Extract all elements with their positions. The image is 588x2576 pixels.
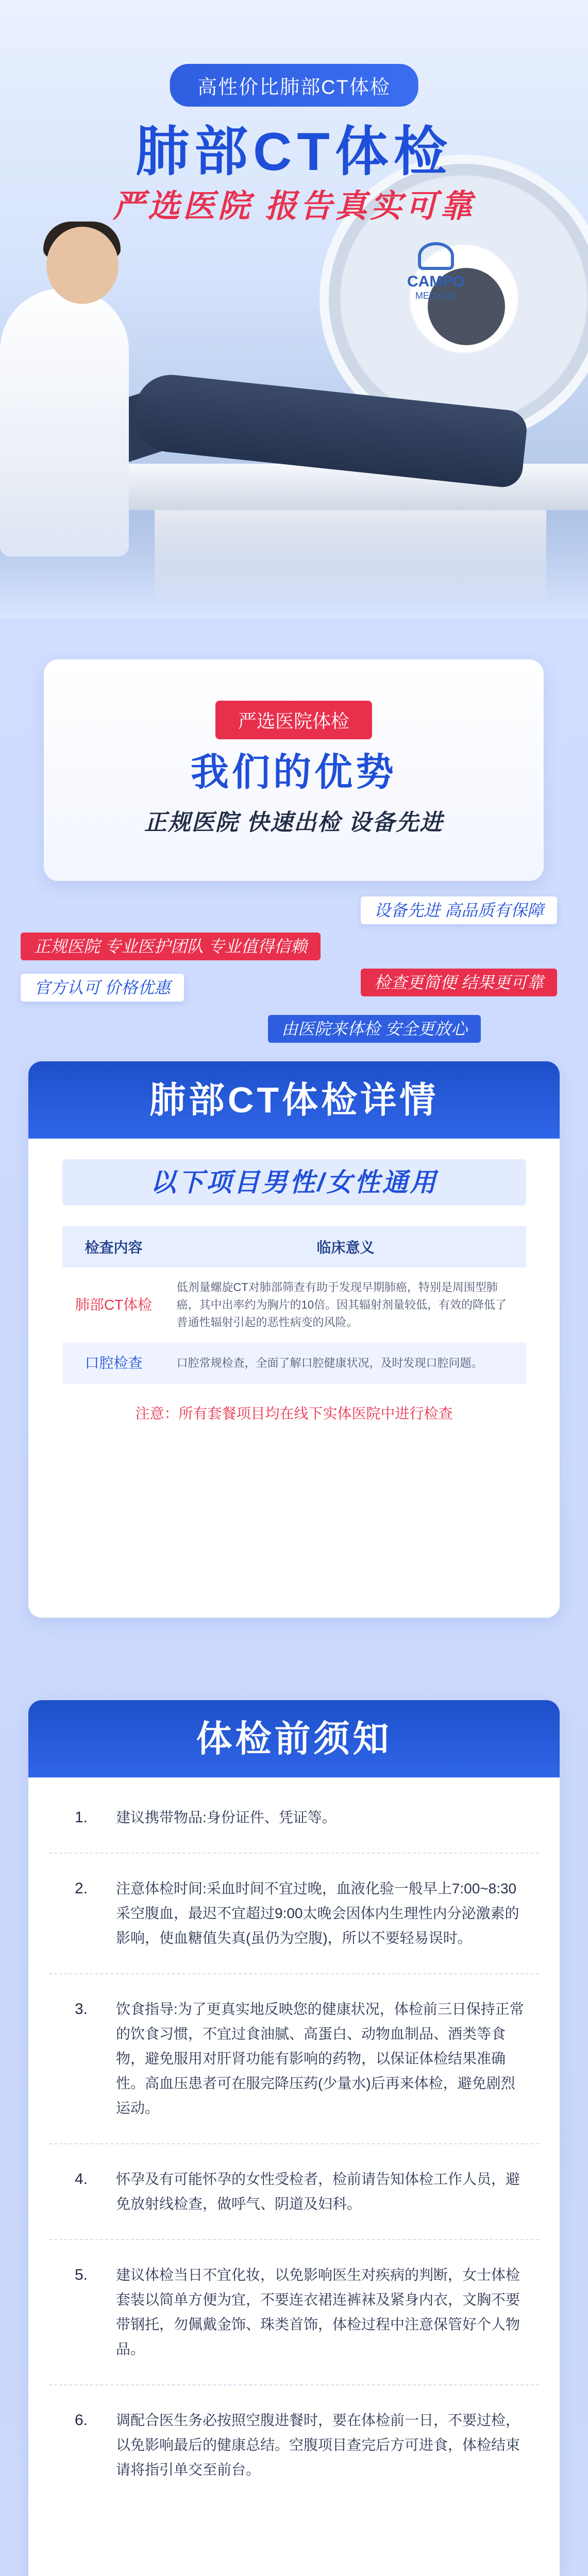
- advantage-title: 我们的优势: [191, 751, 397, 793]
- doctor-head: [46, 227, 119, 304]
- advantage-tag: 官方认可 价格优惠: [21, 974, 184, 1002]
- advantage-subtitle: 正规医院 快速出检 设备先进: [144, 810, 444, 835]
- list-item-number: 5.: [75, 2266, 88, 2283]
- before-exam-card: [28, 1700, 560, 2576]
- column-header: 临床意义: [165, 1226, 526, 1267]
- list-item: [49, 1854, 539, 1974]
- hero-banner: [0, 0, 588, 618]
- advantage-tag: 正规医院 专业医护团队 专业值得信赖: [21, 933, 321, 960]
- hero-subtitle: 严选医院 报告真实可靠: [112, 189, 476, 224]
- advantage-tag: 设备先进 高品质有保障: [361, 896, 557, 924]
- page-title: 肺部CT体检: [136, 122, 452, 182]
- list-item: [49, 2144, 539, 2240]
- item-name: 口腔检查: [62, 1343, 165, 1384]
- item-name: 肺部CT体检: [62, 1267, 165, 1343]
- advantage-pill: 严选医院体检: [215, 701, 372, 739]
- list-item-text: 调配合医生务必按照空腹进餐时，要在体检前一日，不要过检，以免影响最后的健康总结。空腹项目查完后方可进食，体检结束请将指引单交至前台。: [116, 2412, 520, 2478]
- list-item: [49, 2240, 539, 2385]
- advantage-section: [0, 659, 588, 1038]
- advantage-tag: 由医院来体检 安全更放心: [268, 1015, 481, 1043]
- logo-name: CAMPO: [407, 273, 465, 290]
- hero-pill: 高性价比肺部CT体检: [170, 64, 418, 107]
- table-row: [62, 1267, 526, 1343]
- list-item-text: 怀孕及有可能怀孕的女性受检者，检前请告知体检工作人员，避免放射线检查，做呼气、阴道及妇科。: [116, 2171, 520, 2212]
- detail-table: [62, 1226, 526, 1384]
- list-item-number: 6.: [75, 2412, 88, 2429]
- list-item: [49, 2385, 539, 2505]
- logo-icon: [418, 242, 454, 270]
- hero-fade: [0, 515, 588, 618]
- list-item-text: 注意体检时间:采血时间不宜过晚，血液化验一般早上7:00~8:30采空腹血，最迟不宜超过9:00太晚会因体内生理性内分泌激素的影响，使血糖值失真(虽仍为空腹)，所以不要轻易误时。: [116, 1880, 519, 1946]
- hospital-logo: [407, 242, 465, 301]
- list-item: [49, 1783, 539, 1854]
- before-exam-list: [28, 1777, 560, 2520]
- logo-sub: MEDICAL: [415, 291, 457, 301]
- table-row: [62, 1343, 526, 1384]
- list-item-text: 建议体检当日不宜化妆，以免影响医生对疾病的判断，女士体检套装以简单方便为宜，不要连衣裙连裤袜及紧身内衣，文胸不要带钢托，勿佩戴金饰、珠类首饰，体检过程中注意保管好个人物品。: [116, 2267, 520, 2357]
- list-item: [49, 1974, 539, 2144]
- list-item-text: 建议携带物品:身份证件、凭证等。: [116, 1809, 337, 1825]
- advantage-tag: 检查更简便 结果更可靠: [361, 969, 557, 996]
- item-description: 口腔常规检查，全面了解口腔健康状况，及时发现口腔问题。: [165, 1343, 526, 1384]
- list-item-text: 饮食指导:为了更真实地反映您的健康状况，体检前三日保持正常的饮食习惯，不宜过食油腻、高蛋白、动物血制品、酒类等食物，避免服用对肝肾功能有影响的药物，以保证体检结果准确性。高血压患者可在服完降压药(少量水)后再来体检，避免剧烈运动。: [116, 2001, 524, 2116]
- item-description: 低剂量螺旋CT对肺部筛查有助于发现早期肺癌，特别是周围型肺癌，其中出率约为胸片的10倍。因其辐射剂量较低，有效的降低了普通性辐射引起的恶性病变的风险。: [165, 1267, 526, 1343]
- detail-card: [28, 1061, 560, 1618]
- list-item-number: 3.: [75, 2001, 88, 2018]
- detail-note: 注意：所有套餐项目均在线下实体医院中进行检查: [135, 1405, 453, 1421]
- detail-subheading: 以下项目男性/女性通用: [62, 1159, 526, 1206]
- detail-header: 肺部CT体检详情: [28, 1061, 560, 1139]
- list-item-number: 1.: [75, 1809, 88, 1826]
- advantage-card: [44, 659, 544, 881]
- column-header: 检查内容: [62, 1226, 165, 1267]
- list-item-number: 4.: [75, 2171, 88, 2188]
- list-item-number: 2.: [75, 1880, 88, 1897]
- before-exam-header: 体检前须知: [28, 1700, 560, 1777]
